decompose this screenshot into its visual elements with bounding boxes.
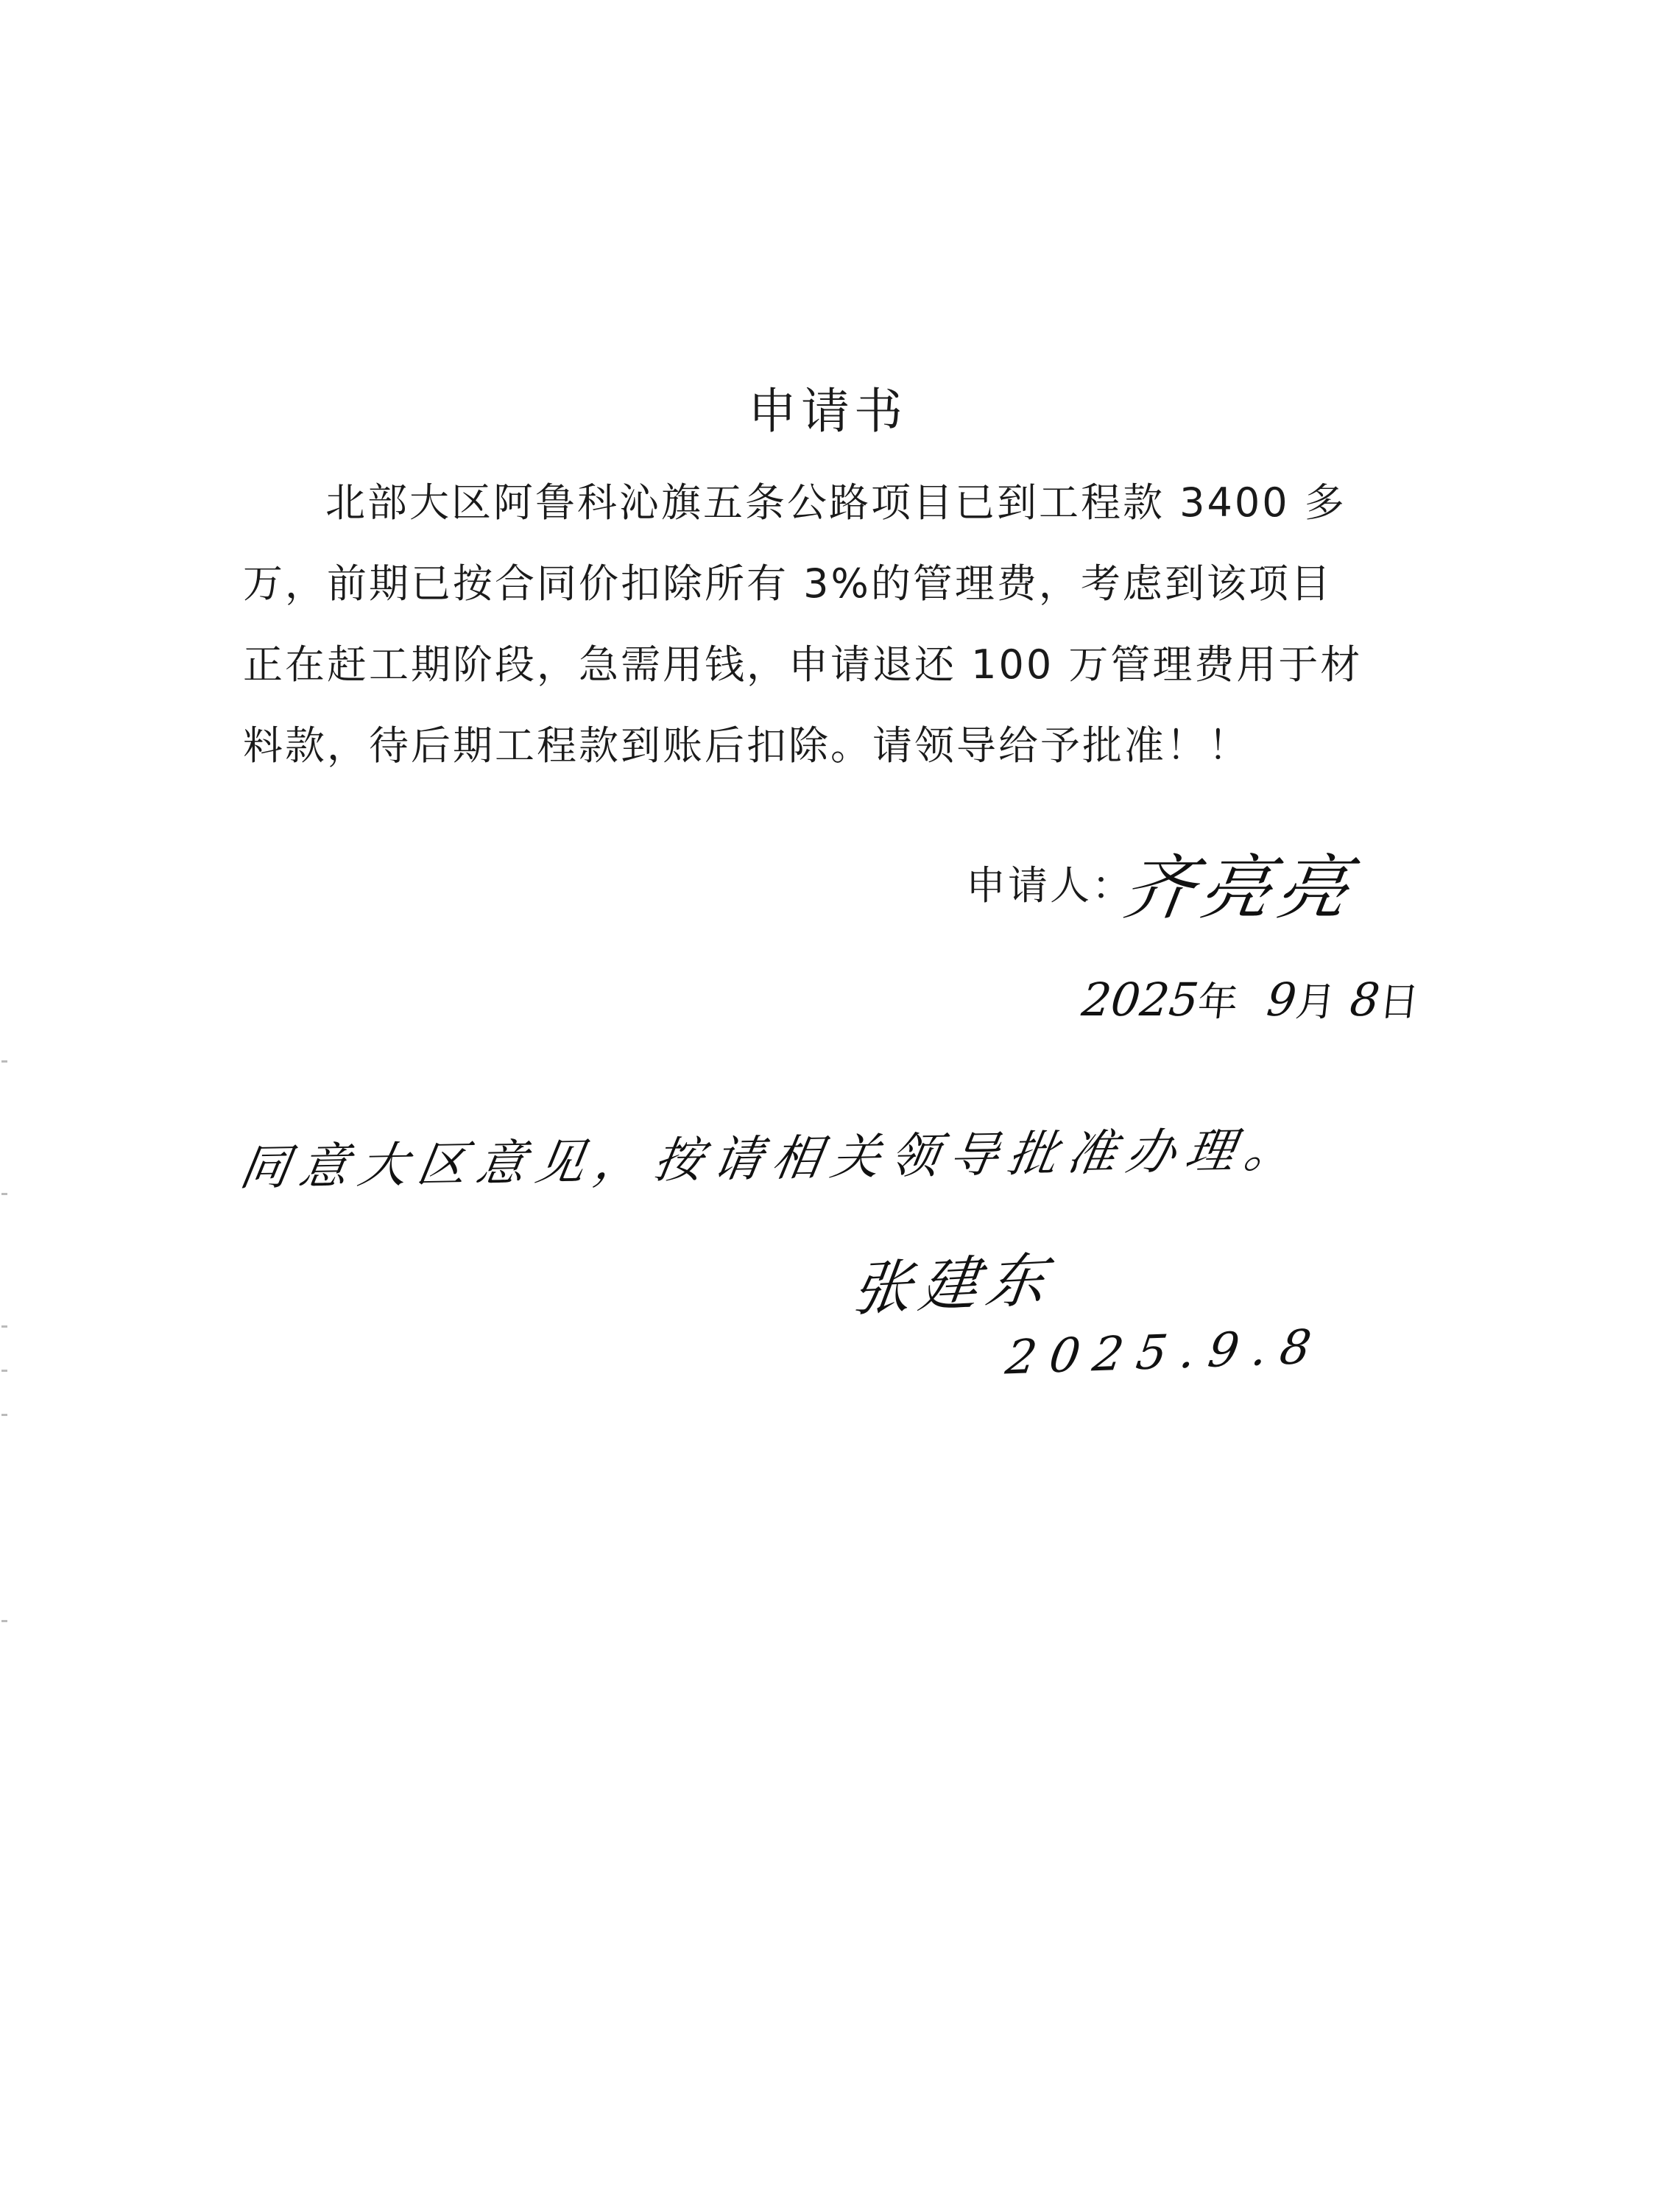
- body-line-1: [243, 462, 1391, 543]
- applicant-signature: 齐亮亮: [1118, 847, 1360, 929]
- body-line-3: 正在赶工期阶段，急需用钱，申请退还 100 万管理费用于材: [243, 641, 1363, 688]
- apply-date-year-unit: 年: [1196, 979, 1241, 1025]
- approval-date: 2025.9.8: [1002, 1320, 1328, 1386]
- letter-body: [243, 462, 1391, 786]
- document-title: 申请书: [748, 383, 907, 440]
- body-line-2: 万，前期已按合同价扣除所有 3%的管理费，考虑到该项目: [243, 560, 1333, 607]
- application-date: [1079, 971, 1422, 1027]
- apply-date-day-unit: 日: [1377, 979, 1422, 1025]
- apply-date-month-unit: 月: [1293, 979, 1338, 1025]
- approver-signature: 张建东: [848, 1244, 1057, 1324]
- scan-edge-marks: [0, 1060, 10, 1723]
- apply-date-month: 9: [1264, 973, 1299, 1026]
- apply-date-year: 2025: [1079, 973, 1201, 1026]
- apply-date-day: 8: [1347, 973, 1383, 1026]
- approval-note: 同意大区意见，按请相关领导批准办理。: [236, 1121, 1309, 1197]
- applicant-label: 申请人：: [966, 862, 1134, 909]
- body-line-1-text: 北部大区阿鲁科沁旗五条公路项目已到工程款 3400 多: [325, 479, 1347, 526]
- body-line-4: 料款，待后期工程款到账后扣除。请领导给予批准！！: [243, 722, 1250, 769]
